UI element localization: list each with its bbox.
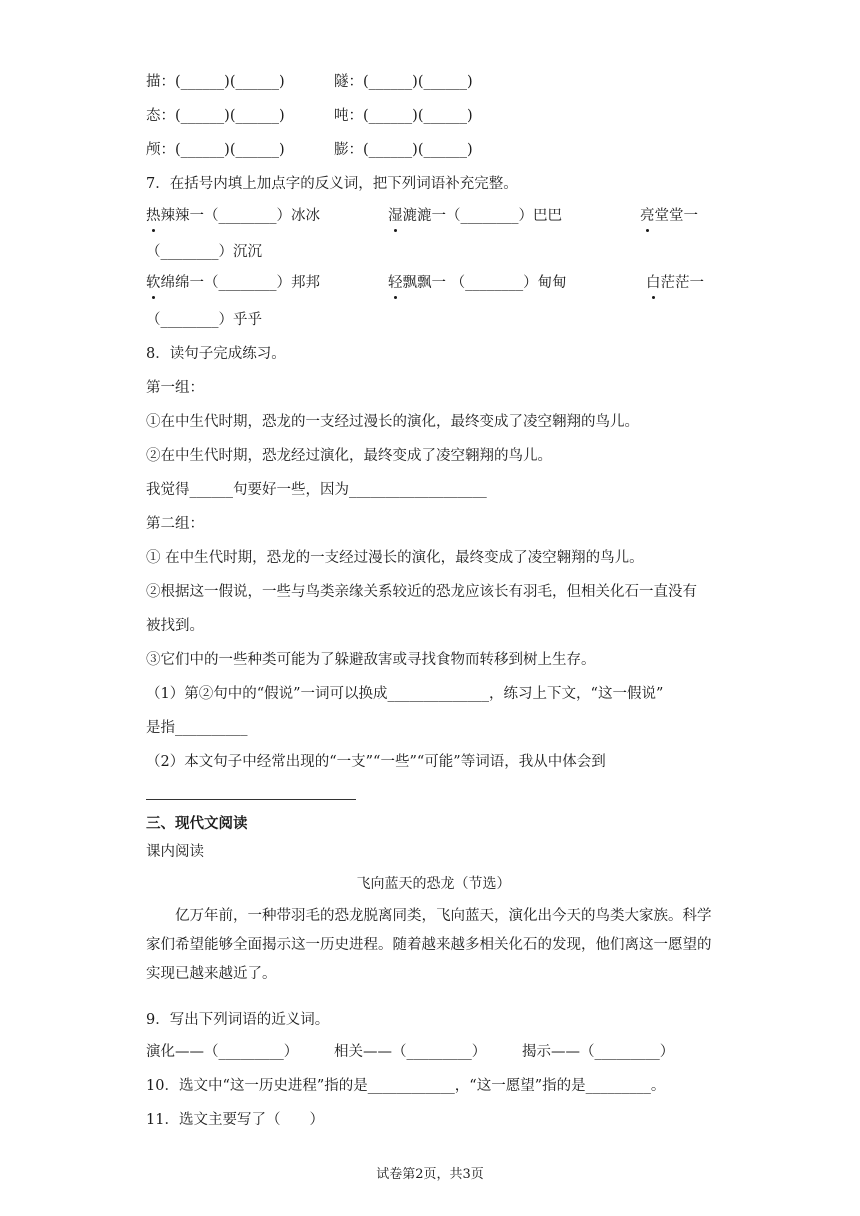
q7-row2-item-c — [646, 273, 704, 293]
passage-text: 亿万年前，一种带羽毛的恐龙脱离同类，飞向蓝天，演化出今天的鸟类大家族。科学家们希望能够全面揭示这一历史进程。随着越来越多相关化石的发现，他们离这一愿望的实现已越来越近了。 — [146, 908, 712, 982]
group-2-label: 第二组： — [146, 516, 204, 532]
pinyin-row-3-right: 膨：(______)(______) — [334, 142, 473, 158]
question-7-prompt: 7．在括号内填上加点字的反义词，把下列词语补充完整。 — [146, 176, 518, 192]
group-2-sentence-2-cont: 被找到。 — [146, 618, 204, 634]
section-3-heading: 三、现代文阅读 — [146, 816, 248, 832]
passage-title: 飞向蓝天的恐龙（节选） — [356, 876, 511, 892]
q7-row2-item-a — [146, 273, 320, 293]
q9-item-3: 揭示——（_________） — [522, 1044, 675, 1060]
dotted-char: 热 — [146, 208, 161, 224]
section-3-subheading: 课内阅读 — [146, 844, 204, 860]
pinyin-row-2-right: 吨：(______)(______) — [334, 108, 473, 124]
q7-row1-item-c — [640, 206, 698, 226]
q7-text: 飘飘一 （________）甸甸 — [402, 275, 567, 291]
dotted-char: 软 — [146, 275, 161, 291]
answer-blank-line — [146, 799, 356, 800]
sub-question-2: （2）本文句子中经常出现的“一支”“一些”“可能”等词语，我从中体会到 — [146, 754, 606, 770]
question-8-prompt: 8．读句子完成练习。 — [146, 346, 286, 362]
q7-text: 绵绵一（________）邦邦 — [160, 275, 320, 291]
pinyin-row-1-left: 描：(______)(______) — [146, 74, 285, 90]
group-1-label: 第一组： — [146, 380, 204, 396]
q7-text: 堂堂一 — [654, 208, 698, 224]
dotted-char: 湿 — [388, 208, 403, 224]
dotted-char: 轻 — [388, 275, 403, 291]
sub-question-1: （1）第②句中的“假说”一词可以换成______________，练习上下文，“这一假说” — [146, 686, 664, 702]
dotted-char: 白 — [646, 275, 661, 291]
sub-question-1-cont: 是指__________ — [146, 720, 248, 736]
q7-row1-item-b — [388, 206, 562, 226]
q7-row2-item-b — [388, 273, 567, 293]
q7-text: 漉漉一（________）巴巴 — [402, 208, 562, 224]
page-footer: 试卷第2页，共3页 — [376, 1167, 484, 1182]
group-2-sentence-2: ②根据这一假说，一些与鸟类亲缘关系较近的恐龙应该长有羽毛，但相关化石一直没有 — [146, 584, 697, 600]
q9-item-2: 相关——（_________） — [334, 1044, 487, 1060]
pinyin-row-1-right: 隧：(______)(______) — [334, 74, 473, 90]
question-11: 11．选文主要写了（ ） — [146, 1112, 324, 1128]
q7-row1-item-a — [146, 206, 320, 226]
question-9-prompt: 9．写出下列词语的近义词。 — [146, 1012, 330, 1028]
group-1-sentence-2: ②在中生代时期，恐龙经过演化，最终变成了凌空翱翔的鸟儿。 — [146, 448, 552, 464]
group-2-sentence-1: ① 在中生代时期，恐龙的一支经过漫长的演化，最终变成了凌空翱翔的鸟儿。 — [146, 550, 644, 566]
dotted-char: 亮 — [640, 208, 655, 224]
pinyin-row-2-left: 态：(______)(______) — [146, 108, 285, 124]
q7-row2-item-c-cont: （________）乎乎 — [146, 312, 262, 328]
q7-text: 茫茫一 — [660, 275, 704, 291]
question-10: 10．选文中“这一历史进程”指的是____________，“这一愿望”指的是_________。 — [146, 1078, 666, 1094]
q7-text: 辣辣一（________）冰冰 — [160, 208, 320, 224]
q9-item-1: 演化——（_________） — [146, 1044, 299, 1060]
pinyin-row-3-left: 颅：(______)(______) — [146, 142, 285, 158]
group-1-answer: 我觉得______句要好一些，因为___________________ — [146, 482, 487, 498]
q7-row1-item-c-cont: （________）沉沉 — [146, 244, 262, 260]
group-1-sentence-1: ①在中生代时期，恐龙的一支经过漫长的演化，最终变成了凌空翱翔的鸟儿。 — [146, 414, 639, 430]
group-2-sentence-3: ③它们中的一些种类可能为了躲避敌害或寻找食物而转移到树上生存。 — [146, 652, 596, 668]
